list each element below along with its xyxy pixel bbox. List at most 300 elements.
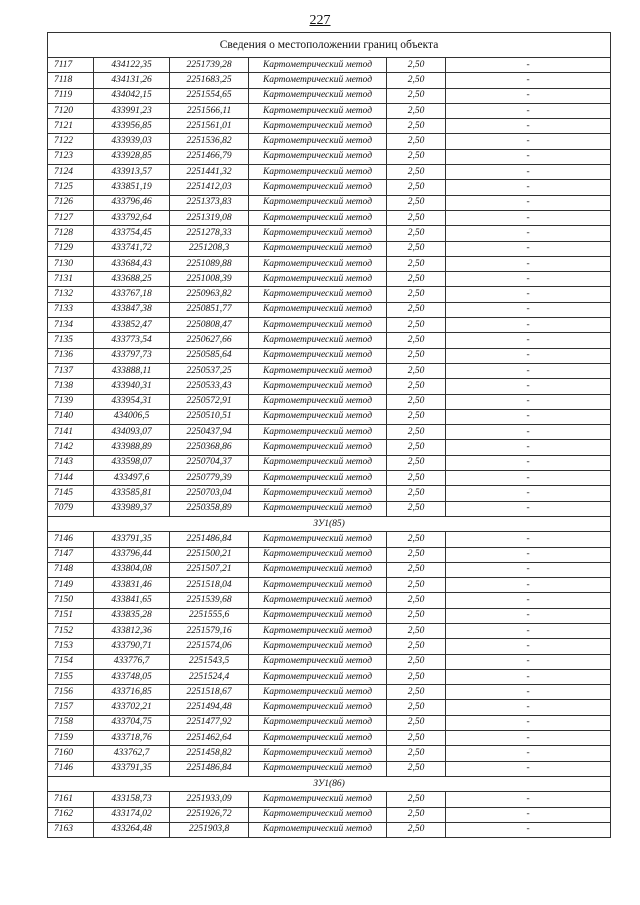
x-coordinate: 433841,65	[94, 593, 170, 608]
method: Картометрический метод	[249, 348, 387, 363]
table-row	[48, 547, 611, 562]
x-coordinate: 433847,38	[94, 302, 170, 317]
method: Картометрический метод	[249, 578, 387, 593]
point-number: 7140	[48, 409, 94, 424]
method: Картометрический метод	[249, 822, 387, 837]
table-row	[48, 226, 611, 241]
table-row	[48, 562, 611, 577]
table-row	[48, 822, 611, 837]
accuracy: 2,50	[387, 73, 446, 88]
accuracy: 2,50	[387, 318, 446, 333]
x-coordinate: 433956,85	[94, 119, 170, 134]
accuracy: 2,50	[387, 165, 446, 180]
table-row	[48, 73, 611, 88]
y-coordinate: 2250510,51	[170, 409, 249, 424]
x-coordinate: 433888,11	[94, 363, 170, 378]
x-coordinate: 434093,07	[94, 425, 170, 440]
section-row	[48, 776, 611, 791]
point-number: 7126	[48, 195, 94, 210]
point-number: 7159	[48, 731, 94, 746]
table-row	[48, 455, 611, 470]
x-coordinate: 433804,08	[94, 562, 170, 577]
accuracy: 2,50	[387, 562, 446, 577]
description: -	[446, 318, 611, 333]
y-coordinate: 2251566,11	[170, 103, 249, 118]
description: -	[446, 639, 611, 654]
method: Картометрический метод	[249, 256, 387, 271]
table-row	[48, 348, 611, 363]
table-row	[48, 287, 611, 302]
description: -	[446, 700, 611, 715]
point-number: 7136	[48, 348, 94, 363]
y-coordinate: 2251543,5	[170, 654, 249, 669]
description: -	[446, 363, 611, 378]
method: Картометрический метод	[249, 165, 387, 180]
x-coordinate: 433988,89	[94, 440, 170, 455]
x-coordinate: 433796,44	[94, 547, 170, 562]
point-number: 7127	[48, 210, 94, 225]
accuracy: 2,50	[387, 822, 446, 837]
table-row	[48, 134, 611, 149]
description: -	[446, 302, 611, 317]
table-row	[48, 746, 611, 761]
y-coordinate: 2250533,43	[170, 379, 249, 394]
point-number: 7118	[48, 73, 94, 88]
point-number: 7153	[48, 639, 94, 654]
table-row	[48, 149, 611, 164]
accuracy: 2,50	[387, 180, 446, 195]
accuracy: 2,50	[387, 379, 446, 394]
table-row	[48, 639, 611, 654]
accuracy: 2,50	[387, 547, 446, 562]
y-coordinate: 2250627,66	[170, 333, 249, 348]
method: Картометрический метод	[249, 226, 387, 241]
table-row	[48, 792, 611, 807]
method: Картометрический метод	[249, 272, 387, 287]
method: Картометрический метод	[249, 639, 387, 654]
x-coordinate: 433767,18	[94, 287, 170, 302]
description: -	[446, 409, 611, 424]
accuracy: 2,50	[387, 654, 446, 669]
y-coordinate: 2250808,47	[170, 318, 249, 333]
y-coordinate: 2250437,94	[170, 425, 249, 440]
description: -	[446, 455, 611, 470]
point-number: 7152	[48, 623, 94, 638]
description: -	[446, 669, 611, 684]
point-number: 7129	[48, 241, 94, 256]
y-coordinate: 2251574,06	[170, 639, 249, 654]
y-coordinate: 2250585,64	[170, 348, 249, 363]
y-coordinate: 2251373,83	[170, 195, 249, 210]
point-number: 7122	[48, 134, 94, 149]
x-coordinate: 433716,85	[94, 685, 170, 700]
x-coordinate: 433598,07	[94, 455, 170, 470]
y-coordinate: 2251278,33	[170, 226, 249, 241]
section-label: ЗУ1(85)	[48, 516, 611, 531]
table-row	[48, 103, 611, 118]
y-coordinate: 2251486,84	[170, 532, 249, 547]
point-number: 7156	[48, 685, 94, 700]
point-number: 7138	[48, 379, 94, 394]
accuracy: 2,50	[387, 792, 446, 807]
y-coordinate: 2251933,09	[170, 792, 249, 807]
table-row	[48, 761, 611, 776]
y-coordinate: 2250779,39	[170, 471, 249, 486]
accuracy: 2,50	[387, 134, 446, 149]
point-number: 7158	[48, 715, 94, 730]
y-coordinate: 2251500,21	[170, 547, 249, 562]
method: Картометрический метод	[249, 761, 387, 776]
accuracy: 2,50	[387, 471, 446, 486]
method: Картометрический метод	[249, 471, 387, 486]
y-coordinate: 2250704,37	[170, 455, 249, 470]
method: Картометрический метод	[249, 547, 387, 562]
description: -	[446, 180, 611, 195]
method: Картометрический метод	[249, 608, 387, 623]
y-coordinate: 2251486,84	[170, 761, 249, 776]
x-coordinate: 434006,5	[94, 409, 170, 424]
point-number: 7120	[48, 103, 94, 118]
point-number: 7163	[48, 822, 94, 837]
table-row	[48, 623, 611, 638]
section-label: ЗУ1(86)	[48, 776, 611, 791]
x-coordinate: 434122,35	[94, 58, 170, 73]
boundary-table	[47, 32, 611, 838]
y-coordinate: 2251524,4	[170, 669, 249, 684]
point-number: 7149	[48, 578, 94, 593]
method: Картометрический метод	[249, 241, 387, 256]
x-coordinate: 433158,73	[94, 792, 170, 807]
method: Картометрический метод	[249, 440, 387, 455]
x-coordinate: 433939,03	[94, 134, 170, 149]
accuracy: 2,50	[387, 639, 446, 654]
method: Картометрический метод	[249, 287, 387, 302]
point-number: 7146	[48, 532, 94, 547]
accuracy: 2,50	[387, 348, 446, 363]
x-coordinate: 433792,64	[94, 210, 170, 225]
table-row	[48, 471, 611, 486]
table-row	[48, 256, 611, 271]
x-coordinate: 433762,7	[94, 746, 170, 761]
description: -	[446, 746, 611, 761]
accuracy: 2,50	[387, 256, 446, 271]
y-coordinate: 2250703,04	[170, 486, 249, 501]
y-coordinate: 2251089,88	[170, 256, 249, 271]
description: -	[446, 165, 611, 180]
point-number: 7121	[48, 119, 94, 134]
y-coordinate: 2251903,8	[170, 822, 249, 837]
point-number: 7137	[48, 363, 94, 378]
accuracy: 2,50	[387, 226, 446, 241]
table-row	[48, 731, 611, 746]
x-coordinate: 433773,54	[94, 333, 170, 348]
description: -	[446, 348, 611, 363]
method: Картометрический метод	[249, 409, 387, 424]
point-number: 7142	[48, 440, 94, 455]
y-coordinate: 2251208,3	[170, 241, 249, 256]
description: -	[446, 562, 611, 577]
point-number: 7155	[48, 669, 94, 684]
description: -	[446, 333, 611, 348]
table-row	[48, 58, 611, 73]
point-number: 7161	[48, 792, 94, 807]
accuracy: 2,50	[387, 440, 446, 455]
table-row	[48, 195, 611, 210]
table-row	[48, 409, 611, 424]
point-number: 7141	[48, 425, 94, 440]
method: Картометрический метод	[249, 302, 387, 317]
x-coordinate: 433684,43	[94, 256, 170, 271]
point-number: 7130	[48, 256, 94, 271]
x-coordinate: 433741,72	[94, 241, 170, 256]
y-coordinate: 2251683,25	[170, 73, 249, 88]
point-number: 7117	[48, 58, 94, 73]
method: Картометрический метод	[249, 425, 387, 440]
y-coordinate: 2251507,21	[170, 562, 249, 577]
y-coordinate: 2251561,01	[170, 119, 249, 134]
method: Картометрический метод	[249, 318, 387, 333]
table-row	[48, 715, 611, 730]
accuracy: 2,50	[387, 715, 446, 730]
table-row	[48, 165, 611, 180]
y-coordinate: 2251477,92	[170, 715, 249, 730]
x-coordinate: 433497,6	[94, 471, 170, 486]
method: Картометрический метод	[249, 363, 387, 378]
method: Картометрический метод	[249, 792, 387, 807]
x-coordinate: 433928,85	[94, 149, 170, 164]
table-row	[48, 654, 611, 669]
point-number: 7157	[48, 700, 94, 715]
y-coordinate: 2251518,04	[170, 578, 249, 593]
table-row	[48, 302, 611, 317]
method: Картометрический метод	[249, 654, 387, 669]
x-coordinate: 433851,19	[94, 180, 170, 195]
table-row	[48, 700, 611, 715]
x-coordinate: 433791,35	[94, 532, 170, 547]
accuracy: 2,50	[387, 58, 446, 73]
table-row	[48, 363, 611, 378]
y-coordinate: 2250572,91	[170, 394, 249, 409]
description: -	[446, 226, 611, 241]
accuracy: 2,50	[387, 486, 446, 501]
accuracy: 2,50	[387, 731, 446, 746]
description: -	[446, 195, 611, 210]
method: Картометрический метод	[249, 501, 387, 516]
description: -	[446, 394, 611, 409]
x-coordinate: 433718,76	[94, 731, 170, 746]
x-coordinate: 434131,26	[94, 73, 170, 88]
accuracy: 2,50	[387, 608, 446, 623]
accuracy: 2,50	[387, 195, 446, 210]
table-row	[48, 180, 611, 195]
x-coordinate: 433748,05	[94, 669, 170, 684]
method: Картометрический метод	[249, 195, 387, 210]
method: Картометрический метод	[249, 593, 387, 608]
table-row	[48, 486, 611, 501]
description: -	[446, 486, 611, 501]
table-row	[48, 272, 611, 287]
accuracy: 2,50	[387, 302, 446, 317]
table-row	[48, 241, 611, 256]
method: Картометрический метод	[249, 103, 387, 118]
point-number: 7144	[48, 471, 94, 486]
accuracy: 2,50	[387, 409, 446, 424]
y-coordinate: 2251554,65	[170, 88, 249, 103]
x-coordinate: 433991,23	[94, 103, 170, 118]
table-row	[48, 440, 611, 455]
y-coordinate: 2251536,82	[170, 134, 249, 149]
point-number: 7119	[48, 88, 94, 103]
accuracy: 2,50	[387, 593, 446, 608]
description: -	[446, 685, 611, 700]
y-coordinate: 2250963,82	[170, 287, 249, 302]
x-coordinate: 433688,25	[94, 272, 170, 287]
method: Картометрический метод	[249, 486, 387, 501]
point-number: 7079	[48, 501, 94, 516]
point-number: 7160	[48, 746, 94, 761]
description: -	[446, 379, 611, 394]
point-number: 7131	[48, 272, 94, 287]
description: -	[446, 272, 611, 287]
description: -	[446, 532, 611, 547]
accuracy: 2,50	[387, 623, 446, 638]
x-coordinate: 433954,31	[94, 394, 170, 409]
x-coordinate: 433791,35	[94, 761, 170, 776]
point-number: 7146	[48, 761, 94, 776]
method: Картометрический метод	[249, 700, 387, 715]
point-number: 7134	[48, 318, 94, 333]
y-coordinate: 2251555,6	[170, 608, 249, 623]
point-number: 7150	[48, 593, 94, 608]
method: Картометрический метод	[249, 623, 387, 638]
table-row	[48, 593, 611, 608]
accuracy: 2,50	[387, 333, 446, 348]
table-row	[48, 425, 611, 440]
x-coordinate: 433790,71	[94, 639, 170, 654]
point-number: 7162	[48, 807, 94, 822]
table-row	[48, 210, 611, 225]
point-number: 7139	[48, 394, 94, 409]
accuracy: 2,50	[387, 501, 446, 516]
point-number: 7125	[48, 180, 94, 195]
method: Картометрический метод	[249, 731, 387, 746]
description: -	[446, 119, 611, 134]
accuracy: 2,50	[387, 746, 446, 761]
description: -	[446, 715, 611, 730]
description: -	[446, 88, 611, 103]
point-number: 7145	[48, 486, 94, 501]
table-row	[48, 88, 611, 103]
x-coordinate: 433831,46	[94, 578, 170, 593]
accuracy: 2,50	[387, 669, 446, 684]
table-row	[48, 685, 611, 700]
description: -	[446, 58, 611, 73]
description: -	[446, 287, 611, 302]
y-coordinate: 2250368,86	[170, 440, 249, 455]
point-number: 7135	[48, 333, 94, 348]
table-row	[48, 394, 611, 409]
point-number: 7151	[48, 608, 94, 623]
table-row	[48, 669, 611, 684]
x-coordinate: 433797,73	[94, 348, 170, 363]
x-coordinate: 433704,75	[94, 715, 170, 730]
description: -	[446, 103, 611, 118]
point-number: 7124	[48, 165, 94, 180]
table-row	[48, 379, 611, 394]
description: -	[446, 822, 611, 837]
description: -	[446, 73, 611, 88]
description: -	[446, 654, 611, 669]
method: Картометрический метод	[249, 333, 387, 348]
accuracy: 2,50	[387, 149, 446, 164]
accuracy: 2,50	[387, 394, 446, 409]
table-row	[48, 318, 611, 333]
method: Картометрический метод	[249, 180, 387, 195]
x-coordinate: 433796,46	[94, 195, 170, 210]
y-coordinate: 2251319,08	[170, 210, 249, 225]
point-number: 7123	[48, 149, 94, 164]
method: Картометрический метод	[249, 455, 387, 470]
point-number: 7154	[48, 654, 94, 669]
accuracy: 2,50	[387, 287, 446, 302]
description: -	[446, 471, 611, 486]
y-coordinate: 2251466,79	[170, 149, 249, 164]
accuracy: 2,50	[387, 578, 446, 593]
point-number: 7133	[48, 302, 94, 317]
description: -	[446, 149, 611, 164]
description: -	[446, 593, 611, 608]
x-coordinate: 433174,02	[94, 807, 170, 822]
y-coordinate: 2251458,82	[170, 746, 249, 761]
y-coordinate: 2251739,28	[170, 58, 249, 73]
description: -	[446, 241, 611, 256]
point-number: 7148	[48, 562, 94, 577]
y-coordinate: 2251441,32	[170, 165, 249, 180]
accuracy: 2,50	[387, 119, 446, 134]
description: -	[446, 210, 611, 225]
method: Картометрический метод	[249, 669, 387, 684]
x-coordinate: 433913,57	[94, 165, 170, 180]
accuracy: 2,50	[387, 807, 446, 822]
accuracy: 2,50	[387, 455, 446, 470]
x-coordinate: 433835,28	[94, 608, 170, 623]
method: Картометрический метод	[249, 715, 387, 730]
y-coordinate: 2251926,72	[170, 807, 249, 822]
method: Картометрический метод	[249, 119, 387, 134]
table-row	[48, 333, 611, 348]
x-coordinate: 433940,31	[94, 379, 170, 394]
x-coordinate: 433989,37	[94, 501, 170, 516]
accuracy: 2,50	[387, 241, 446, 256]
point-number: 7147	[48, 547, 94, 562]
x-coordinate: 433776,7	[94, 654, 170, 669]
point-number: 7143	[48, 455, 94, 470]
method: Картометрический метод	[249, 394, 387, 409]
description: -	[446, 440, 611, 455]
description: -	[446, 578, 611, 593]
table-row	[48, 578, 611, 593]
accuracy: 2,50	[387, 210, 446, 225]
accuracy: 2,50	[387, 532, 446, 547]
table-title: Сведения о местоположении границ объекта	[48, 33, 611, 58]
y-coordinate: 2251579,16	[170, 623, 249, 638]
method: Картометрический метод	[249, 379, 387, 394]
accuracy: 2,50	[387, 425, 446, 440]
x-coordinate: 434042,15	[94, 88, 170, 103]
method: Картометрический метод	[249, 58, 387, 73]
method: Картометрический метод	[249, 88, 387, 103]
method: Картометрический метод	[249, 73, 387, 88]
